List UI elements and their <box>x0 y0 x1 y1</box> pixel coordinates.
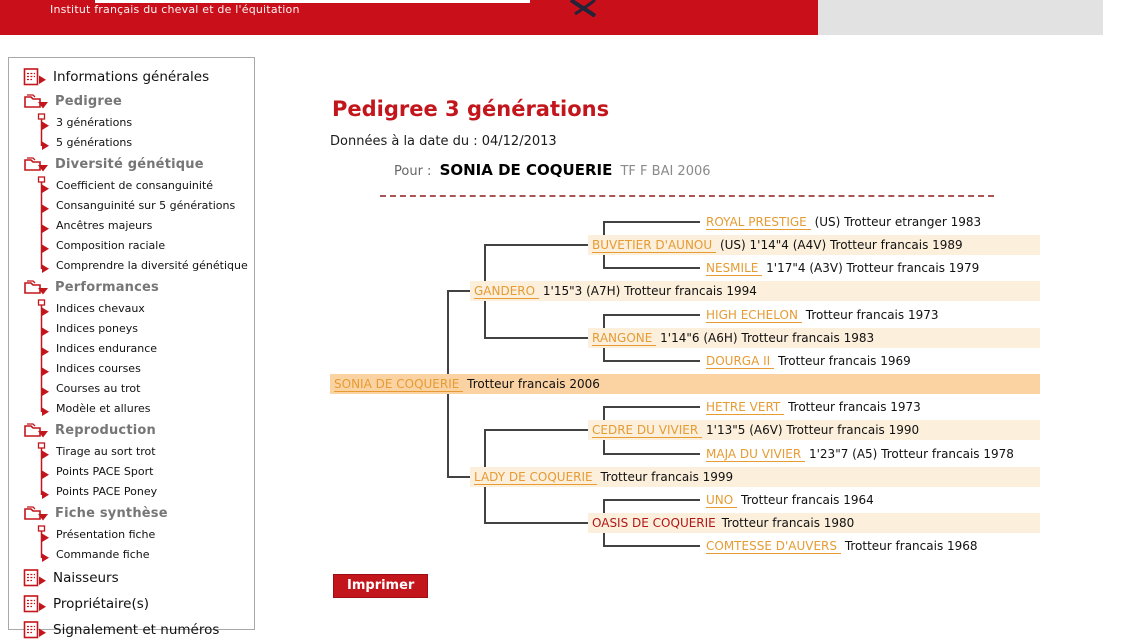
pedigree-row <box>588 235 1040 255</box>
sidebar-item[interactable] <box>23 256 250 276</box>
horse-link[interactable]: COMTESSE D'AUVERS <box>706 539 841 554</box>
tree-branch-icon <box>35 299 50 319</box>
tree-connector-line <box>604 221 700 223</box>
tree-connector-line <box>604 267 700 269</box>
pedigree-row <box>588 420 1040 440</box>
tree-corner-icon <box>35 482 50 502</box>
sidebar-item[interactable] <box>23 216 250 236</box>
horse-details: 1'17"4 (A3V) Trotteur francais 1979 <box>762 261 980 275</box>
horse-details: Trotteur francais 1969 <box>774 354 911 368</box>
current-horse-info: TF F BAI 2006 <box>620 164 711 179</box>
sidebar-item[interactable] <box>23 525 250 545</box>
tree-branch-icon <box>35 359 50 379</box>
sidebar-item-label: Points PACE Poney <box>56 485 158 498</box>
tree-branch-icon <box>35 236 50 256</box>
horse-details: 1'14"6 (A6H) Trotteur francais 1983 <box>656 331 875 345</box>
horse-link[interactable]: DOURGA II <box>706 354 774 369</box>
document-icon <box>23 569 47 587</box>
tree-branch-icon <box>35 319 50 339</box>
sidebar-item-label: Indices courses <box>56 362 141 375</box>
tree-corner-icon <box>35 545 50 565</box>
pedigree-row <box>702 444 1014 464</box>
horse-details: Trotteur francais 1973 <box>784 400 921 414</box>
sidebar-item[interactable] <box>23 359 250 379</box>
sidebar-item[interactable] <box>23 196 250 216</box>
sidebar-item[interactable] <box>23 319 250 339</box>
sidebar-item-label: Tirage au sort trot <box>56 445 156 458</box>
sidebar-item-label: Performances <box>55 280 159 295</box>
pedigree-tree <box>330 212 1042 560</box>
sidebar-category[interactable] <box>23 276 250 299</box>
page-title: Pedigree 3 générations <box>332 97 610 121</box>
pedigree-row <box>470 281 1040 301</box>
folder-icon <box>23 505 49 522</box>
tree-connector-line <box>604 360 700 362</box>
sidebar-item-label: Fiche synthèse <box>55 506 168 521</box>
sidebar-item-label: Diversité génétique <box>55 157 204 172</box>
pour-line <box>394 161 711 179</box>
sidebar <box>8 57 255 638</box>
sidebar-item-label: Propriétaire(s) <box>53 596 150 612</box>
horse-link[interactable]: BUVETIER D'AUNOU <box>592 238 716 253</box>
horse-link[interactable]: MAJA DU VIVIER <box>706 447 805 462</box>
horse-details: 1'13"5 (A6V) Trotteur francais 1990 <box>702 423 920 437</box>
sidebar-item-label: Pedigree <box>55 94 123 109</box>
sidebar-item[interactable] <box>23 176 250 196</box>
tree-connector-line <box>448 290 470 292</box>
sidebar-item-label: Comprendre la diversité génétique <box>56 259 248 272</box>
sidebar-item-label: Indices chevaux <box>56 302 145 315</box>
sidebar-category[interactable] <box>23 153 250 176</box>
sidebar-item[interactable] <box>23 399 250 419</box>
sidebar-item-label: 3 générations <box>56 116 133 129</box>
tree-branch-icon <box>35 379 50 399</box>
sidebar-item[interactable] <box>23 617 250 640</box>
tree-connector-line <box>448 476 470 478</box>
pedigree-row <box>588 513 1040 533</box>
tree-connector-line <box>604 314 700 316</box>
sidebar-item[interactable] <box>23 591 250 617</box>
pedigree-row <box>702 258 979 278</box>
ifce-horse-logo-icon <box>565 0 607 17</box>
print-button[interactable]: Imprimer <box>333 574 428 598</box>
sidebar-item[interactable] <box>23 442 250 462</box>
horse-link[interactable]: LADY DE COQUERIE <box>474 470 597 485</box>
tree-branch-icon <box>35 462 50 482</box>
pour-label: Pour : <box>394 164 432 179</box>
horse-link[interactable]: NESMILE <box>706 261 762 276</box>
sidebar-item[interactable] <box>23 299 250 319</box>
folder-icon <box>23 422 49 439</box>
tree-corner-icon <box>35 133 50 153</box>
current-horse-name: SONIA DE COQUERIE <box>439 161 613 179</box>
horse-link[interactable]: HIGH ECHELON <box>706 308 802 323</box>
pedigree-row <box>702 212 981 232</box>
horse-link[interactable]: HETRE VERT <box>706 400 784 415</box>
horse-link[interactable]: UNO <box>706 493 737 508</box>
horse-details: Trotteur francais 1999 <box>596 470 734 484</box>
sidebar-item-label: Informations générales <box>53 69 210 85</box>
sidebar-item[interactable] <box>23 133 250 153</box>
tree-connector-line <box>485 337 588 339</box>
tree-branch-icon <box>35 113 50 133</box>
horse-link[interactable]: SONIA DE COQUERIE <box>334 377 463 392</box>
tree-connector-line <box>485 244 588 246</box>
horse-details: Trotteur francais 1968 <box>841 539 978 553</box>
tree-connector-line <box>604 499 700 501</box>
sidebar-item-label: Présentation fiche <box>56 528 156 541</box>
pedigree-row <box>330 374 1040 394</box>
sidebar-item[interactable] <box>23 236 250 256</box>
tree-connector-line <box>604 545 700 547</box>
tree-connector-line <box>604 406 700 408</box>
document-icon <box>23 621 47 639</box>
sidebar-item[interactable] <box>23 482 250 502</box>
tree-branch-icon <box>35 525 50 545</box>
pedigree-row <box>702 305 939 325</box>
sidebar-item-label: Indices poneys <box>56 322 138 335</box>
pedigree-row <box>702 397 921 417</box>
sidebar-item[interactable] <box>23 64 250 90</box>
tree-connector-line <box>485 522 588 524</box>
sidebar-item-label: Naisseurs <box>53 570 119 586</box>
tree-branch-icon <box>35 216 50 236</box>
sidebar-item-label: Signalement et numéros <box>53 622 220 638</box>
sidebar-item-label: Commande fiche <box>56 548 150 561</box>
tree-corner-icon <box>35 399 50 419</box>
sidebar-item-label: 5 générations <box>56 136 133 149</box>
sidebar-item[interactable] <box>23 545 250 565</box>
sidebar-item-label: Coefficient de consanguinité <box>56 179 214 192</box>
tree-branch-icon <box>35 196 50 216</box>
date-line: Données à la date du : 04/12/2013 <box>330 134 557 149</box>
horse-details: Trotteur francais 1964 <box>737 493 874 507</box>
pedigree-row <box>702 351 911 371</box>
tree-branch-icon <box>35 442 50 462</box>
header-right-bar <box>818 0 1103 35</box>
tree-connector-line <box>485 429 588 431</box>
horse-name-plain: OASIS DE COQUERIE <box>592 516 716 530</box>
pedigree-row <box>470 467 1040 487</box>
horse-details: Trotteur francais 1973 <box>801 308 939 322</box>
sidebar-item[interactable] <box>23 339 250 359</box>
sidebar-category[interactable] <box>23 90 250 113</box>
document-icon <box>23 68 47 86</box>
sidebar-item[interactable] <box>23 379 250 399</box>
folder-icon <box>23 279 49 296</box>
tree-branch-icon <box>35 176 50 196</box>
sidebar-item[interactable] <box>23 462 250 482</box>
horse-details: 1'15"3 (A7H) Trotteur francais 1994 <box>539 284 757 298</box>
folder-icon <box>23 156 49 173</box>
sidebar-category[interactable] <box>23 502 250 525</box>
sidebar-category[interactable] <box>23 419 250 442</box>
horse-details: (US) 1'14"4 (A4V) Trotteur francais 1989 <box>716 238 963 252</box>
document-icon <box>23 595 47 613</box>
tree-branch-icon <box>35 339 50 359</box>
pedigree-row <box>702 490 874 510</box>
pedigree-row <box>702 536 978 556</box>
horse-link[interactable]: RANGONE <box>592 331 656 346</box>
horse-details: Trotteur francais 2006 <box>463 377 600 391</box>
dashed-separator <box>380 195 994 197</box>
horse-details: (US) Trotteur etranger 1983 <box>810 215 982 229</box>
sidebar-item-label: Composition raciale <box>56 239 166 252</box>
sidebar-item-label: Courses au trot <box>56 382 141 395</box>
sidebar-item-label: Ancêtres majeurs <box>56 219 153 232</box>
sidebar-item-label: Reproduction <box>55 423 156 438</box>
sidebar-item-label: Consanguinité sur 5 générations <box>56 199 236 212</box>
folder-icon <box>23 93 49 110</box>
pedigree-row <box>588 328 1040 348</box>
sidebar-item-label: Indices endurance <box>56 342 158 355</box>
sidebar-item-label: Modèle et allures <box>56 402 151 415</box>
sidebar-item[interactable] <box>23 113 250 133</box>
horse-details: Trotteur francais 1980 <box>717 516 855 530</box>
brand-text: Institut français du cheval et de l'équitation <box>50 3 300 16</box>
horse-link[interactable]: ROYAL PRESTIGE <box>706 215 811 230</box>
tree-connector-line <box>604 453 700 455</box>
horse-link[interactable]: GANDERO <box>474 284 539 299</box>
sidebar-item-label: Points PACE Sport <box>56 465 154 478</box>
horse-link[interactable]: CEDRE DU VIVIER <box>592 423 702 438</box>
tree-corner-icon <box>35 256 50 276</box>
sidebar-item[interactable] <box>23 565 250 591</box>
horse-details: 1'23"7 (A5) Trotteur francais 1978 <box>805 447 1014 461</box>
